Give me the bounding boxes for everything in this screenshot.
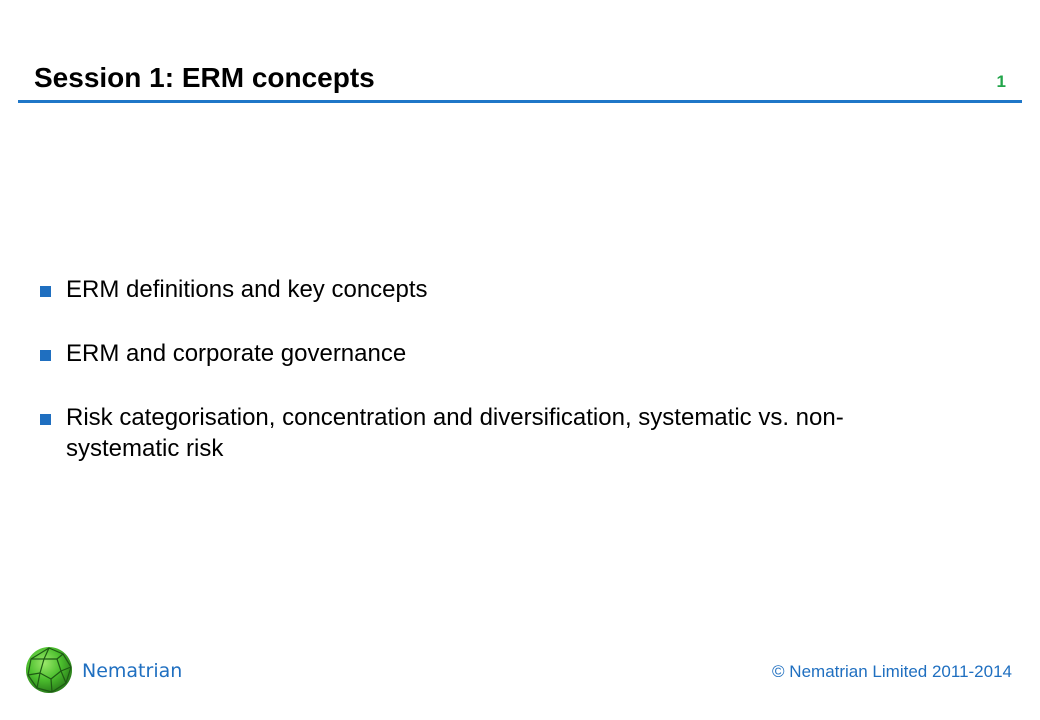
title-divider xyxy=(18,100,1022,103)
square-bullet-icon xyxy=(40,350,51,361)
square-bullet-icon xyxy=(40,414,51,425)
footer-brand: Nematrian xyxy=(82,660,183,682)
slide-number: 1 xyxy=(996,72,1006,91)
bullet-text: ERM and corporate governance xyxy=(66,340,407,367)
bullet-item xyxy=(38,338,938,369)
bullet-text: Risk categorisation, concentration and diversification, systematic vs. non-systematic risk xyxy=(66,404,844,462)
bullet-item xyxy=(38,402,938,464)
bullet-item xyxy=(38,274,938,305)
bullet-list xyxy=(38,274,938,497)
footer-copyright: © Nematrian Limited 2011-2014 xyxy=(772,662,1012,681)
slide-title: Session 1: ERM concepts xyxy=(34,62,375,93)
bullet-text: ERM definitions and key concepts xyxy=(66,276,428,303)
green-polyhedron-logo-icon xyxy=(24,645,74,695)
square-bullet-icon xyxy=(40,286,51,297)
